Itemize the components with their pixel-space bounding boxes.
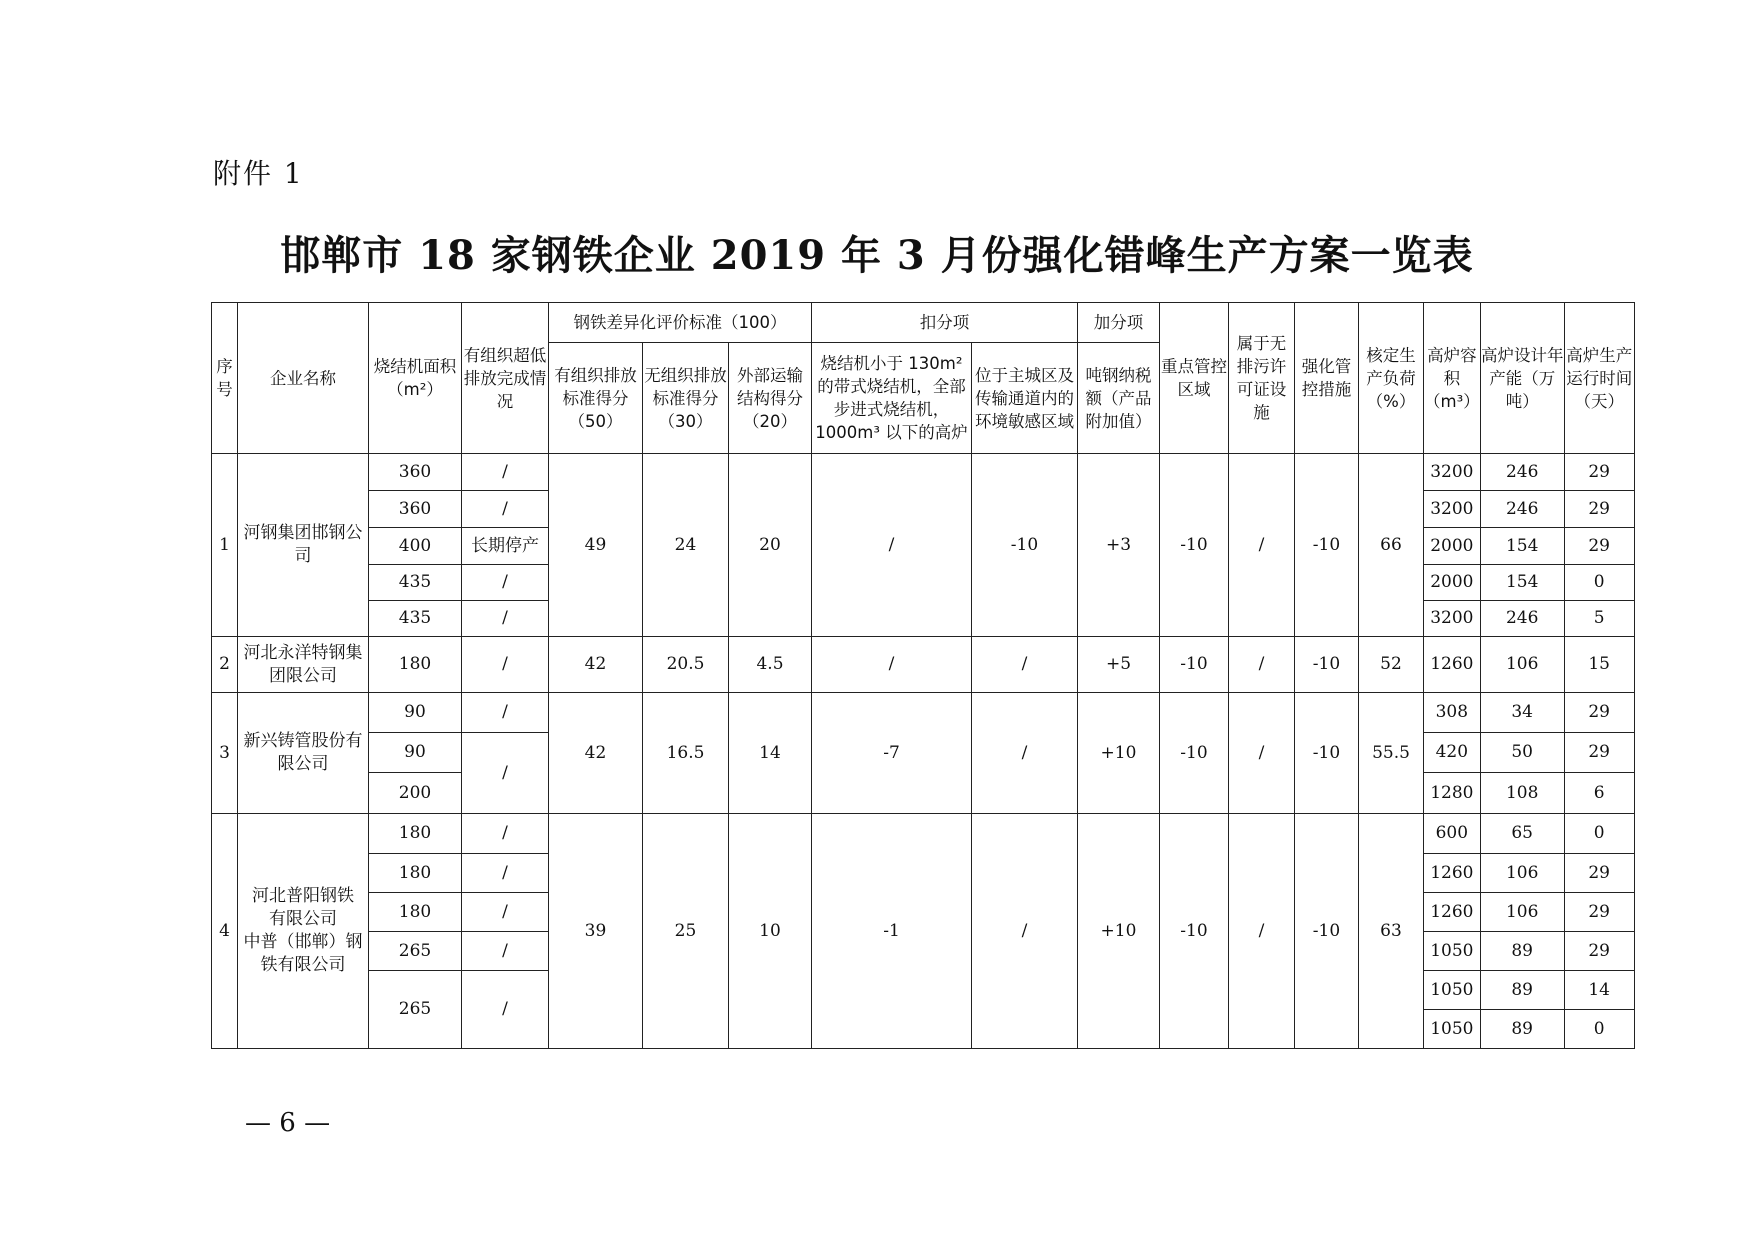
group4-sinter-area: 180 xyxy=(369,814,462,854)
group3-bonus-tax: +10 xyxy=(1078,693,1160,814)
group1-bf-capacity: 154 xyxy=(1480,528,1564,565)
group4-sinter-area: 180 xyxy=(369,893,462,932)
header-sinter-area: 烧结机面积（m²） xyxy=(369,303,462,454)
group4-bf-days: 29 xyxy=(1564,893,1634,932)
group4-no-permit: / xyxy=(1229,814,1295,1049)
group4-key-area: -10 xyxy=(1160,814,1229,1049)
group2-seq: 2 xyxy=(212,637,238,693)
header-strengthen: 强化管控措施 xyxy=(1295,303,1359,454)
group4-bf-capacity: 65 xyxy=(1480,814,1564,854)
group3-sinter-area: 90 xyxy=(369,733,462,773)
header-no-permit: 属于无排污许可证设施 xyxy=(1229,303,1295,454)
header-ultra-low: 有组织超低排放完成情况 xyxy=(462,303,549,454)
group4-bf-days: 14 xyxy=(1564,971,1634,1010)
group2-strengthen: -10 xyxy=(1295,637,1359,693)
group4-bf-capacity: 106 xyxy=(1480,893,1564,932)
group4-bf-volume: 1050 xyxy=(1424,932,1481,971)
group1-eval-transport: 20 xyxy=(729,454,812,637)
group2-bf-days: 15 xyxy=(1564,637,1634,693)
header-bonus-tax: 吨钢纳税额（产品附加值） xyxy=(1078,343,1160,454)
group2-bonus-tax: +5 xyxy=(1078,637,1160,693)
group3-sinter-status: / xyxy=(462,693,549,733)
group2-eval-organized: 42 xyxy=(549,637,643,693)
group4-deduct-location: / xyxy=(972,814,1078,1049)
group1-sinter-status: / xyxy=(462,601,549,637)
header-deduct-group: 扣分项 xyxy=(812,303,1078,343)
header-company: 企业名称 xyxy=(238,303,369,454)
group1-load: 66 xyxy=(1359,454,1424,637)
annex-label: 附件 1 xyxy=(213,157,304,190)
group1-seq: 1 xyxy=(212,454,238,637)
group2-bf-volume: 1260 xyxy=(1424,637,1481,693)
group3-bf-capacity: 108 xyxy=(1480,773,1564,814)
group3-bf-days: 29 xyxy=(1564,693,1634,733)
group3-deduct-small: -7 xyxy=(812,693,972,814)
group3-bf-capacity: 50 xyxy=(1480,733,1564,773)
group1-sinter-area: 360 xyxy=(369,491,462,528)
header-eval-organized: 有组织排放标准得分（50） xyxy=(549,343,643,454)
header-seq: 序号 xyxy=(212,303,238,454)
group4-bf-days: 29 xyxy=(1564,854,1634,893)
group4-company-line: 铁有限公司 xyxy=(260,955,346,975)
group2-sinter-area: 180 xyxy=(369,637,462,693)
group1-sinter-status: / xyxy=(462,565,549,601)
group1-bf-volume: 2000 xyxy=(1424,528,1481,565)
group4-sinter-status: / xyxy=(462,814,549,854)
group3-bf-volume: 420 xyxy=(1424,733,1481,773)
group3-bf-days: 6 xyxy=(1564,773,1634,814)
group2-key-area: -10 xyxy=(1160,637,1229,693)
group1-bf-capacity: 246 xyxy=(1480,491,1564,528)
group1-bf-days: 29 xyxy=(1564,454,1634,491)
group4-bf-capacity: 106 xyxy=(1480,854,1564,893)
group4-strengthen: -10 xyxy=(1295,814,1359,1049)
group1-bf-volume: 3200 xyxy=(1424,454,1481,491)
group1-deduct-location: -10 xyxy=(972,454,1078,637)
group3-eval-organized: 42 xyxy=(549,693,643,814)
header-bonus-group: 加分项 xyxy=(1078,303,1160,343)
group2-deduct-small: / xyxy=(812,637,972,693)
group1-company: 河钢集团邯钢公司 xyxy=(238,454,369,637)
group4-eval-organized: 39 xyxy=(549,814,643,1049)
group4-bf-capacity: 89 xyxy=(1480,1010,1564,1049)
group3-sinter-status: / xyxy=(462,733,549,814)
group4-bf-capacity: 89 xyxy=(1480,971,1564,1010)
header-eval-unorganized: 无组织排放标准得分（30） xyxy=(643,343,729,454)
group4-bf-volume: 1050 xyxy=(1424,1010,1481,1049)
header-load: 核定生产负荷（%） xyxy=(1359,303,1424,454)
group4-load: 63 xyxy=(1359,814,1424,1049)
group1-bf-volume: 3200 xyxy=(1424,491,1481,528)
group4-seq: 4 xyxy=(212,814,238,1049)
group3-eval-transport: 14 xyxy=(729,693,812,814)
group1-sinter-status: 长期停产 xyxy=(462,528,549,565)
group1-sinter-area: 435 xyxy=(369,565,462,601)
group4-eval-transport: 10 xyxy=(729,814,812,1049)
group1-deduct-small: / xyxy=(812,454,972,637)
header-bf-volume: 高炉容积（m³） xyxy=(1424,303,1481,454)
group2-company: 河北永洋特钢集团限公司 xyxy=(238,637,369,693)
group1-sinter-status: / xyxy=(462,491,549,528)
group1-strengthen: -10 xyxy=(1295,454,1359,637)
header-eval-transport: 外部运输结构得分（20） xyxy=(729,343,812,454)
group3-no-permit: / xyxy=(1229,693,1295,814)
group1-bf-capacity: 246 xyxy=(1480,601,1564,637)
group3-bf-capacity: 34 xyxy=(1480,693,1564,733)
group4-bonus-tax: +10 xyxy=(1078,814,1160,1049)
group4-sinter-status: / xyxy=(462,971,549,1049)
group1-bf-volume: 3200 xyxy=(1424,601,1481,637)
group4-bf-volume: 1260 xyxy=(1424,854,1481,893)
production-plan-table xyxy=(211,302,1635,1049)
group3-bf-days: 29 xyxy=(1564,733,1634,773)
group1-bf-days: 0 xyxy=(1564,565,1634,601)
group2-eval-transport: 4.5 xyxy=(729,637,812,693)
group4-sinter-area: 265 xyxy=(369,932,462,971)
group2-no-permit: / xyxy=(1229,637,1295,693)
group3-strengthen: -10 xyxy=(1295,693,1359,814)
group1-eval-organized: 49 xyxy=(549,454,643,637)
group3-sinter-area: 200 xyxy=(369,773,462,814)
group3-bf-volume: 308 xyxy=(1424,693,1481,733)
group2-eval-unorganized: 20.5 xyxy=(643,637,729,693)
group4-bf-days: 29 xyxy=(1564,932,1634,971)
header-eval-group: 钢铁差异化评价标准（100） xyxy=(549,303,812,343)
group4-bf-volume: 1050 xyxy=(1424,971,1481,1010)
group1-bf-capacity: 154 xyxy=(1480,565,1564,601)
group4-company-line: 有限公司 xyxy=(269,909,337,929)
group4-bf-volume: 1260 xyxy=(1424,893,1481,932)
group3-deduct-location: / xyxy=(972,693,1078,814)
group2-deduct-location: / xyxy=(972,637,1078,693)
group4-sinter-area: 265 xyxy=(369,971,462,1049)
group4-sinter-status: / xyxy=(462,932,549,971)
group1-sinter-area: 400 xyxy=(369,528,462,565)
group3-load: 55.5 xyxy=(1359,693,1424,814)
group3-bf-volume: 1280 xyxy=(1424,773,1481,814)
group3-key-area: -10 xyxy=(1160,693,1229,814)
group4-bf-capacity: 89 xyxy=(1480,932,1564,971)
header-key-area: 重点管控区域 xyxy=(1160,303,1229,454)
group4-bf-days: 0 xyxy=(1564,1010,1634,1049)
group1-bf-days: 5 xyxy=(1564,601,1634,637)
group1-sinter-status: / xyxy=(462,454,549,491)
group1-no-permit: / xyxy=(1229,454,1295,637)
group1-bonus-tax: +3 xyxy=(1078,454,1160,637)
group4-bf-days: 0 xyxy=(1564,814,1634,854)
group4-company-line: 中普（邯郸）钢 xyxy=(243,932,363,952)
group4-sinter-area: 180 xyxy=(369,854,462,893)
document-title: 邯郸市 18 家钢铁企业 2019 年 3 月份强化错峰生产方案一览表 xyxy=(280,232,1474,279)
group1-bf-days: 29 xyxy=(1564,528,1634,565)
group1-eval-unorganized: 24 xyxy=(643,454,729,637)
group3-sinter-area: 90 xyxy=(369,693,462,733)
group4-sinter-status: / xyxy=(462,893,549,932)
group1-bf-days: 29 xyxy=(1564,491,1634,528)
group4-sinter-status: / xyxy=(462,854,549,893)
header-bf-days: 高炉生产运行时间（天） xyxy=(1564,303,1634,454)
group3-seq: 3 xyxy=(212,693,238,814)
group2-bf-capacity: 106 xyxy=(1480,637,1564,693)
group1-sinter-area: 435 xyxy=(369,601,462,637)
group2-load: 52 xyxy=(1359,637,1424,693)
group1-bf-capacity: 246 xyxy=(1480,454,1564,491)
group1-bf-volume: 2000 xyxy=(1424,565,1481,601)
group3-eval-unorganized: 16.5 xyxy=(643,693,729,814)
group4-company-line: 河北普阳钢铁 xyxy=(252,886,354,906)
header-bf-capacity: 高炉设计年产能（万吨） xyxy=(1480,303,1564,454)
header-deduct-small: 烧结机小于 130m² 的带式烧结机，全部步进式烧结机，1000m³ 以下的高炉 xyxy=(812,343,972,454)
group2-sinter-status: / xyxy=(462,637,549,693)
group1-key-area: -10 xyxy=(1160,454,1229,637)
group1-sinter-area: 360 xyxy=(369,454,462,491)
header-deduct-location: 位于主城区及传输通道内的环境敏感区域 xyxy=(972,343,1078,454)
group4-company xyxy=(238,814,369,1049)
group3-company: 新兴铸管股份有限公司 xyxy=(238,693,369,814)
page-number: — 6 — xyxy=(245,1108,331,1138)
group4-eval-unorganized: 25 xyxy=(643,814,729,1049)
group4-bf-volume: 600 xyxy=(1424,814,1481,854)
group4-deduct-small: -1 xyxy=(812,814,972,1049)
